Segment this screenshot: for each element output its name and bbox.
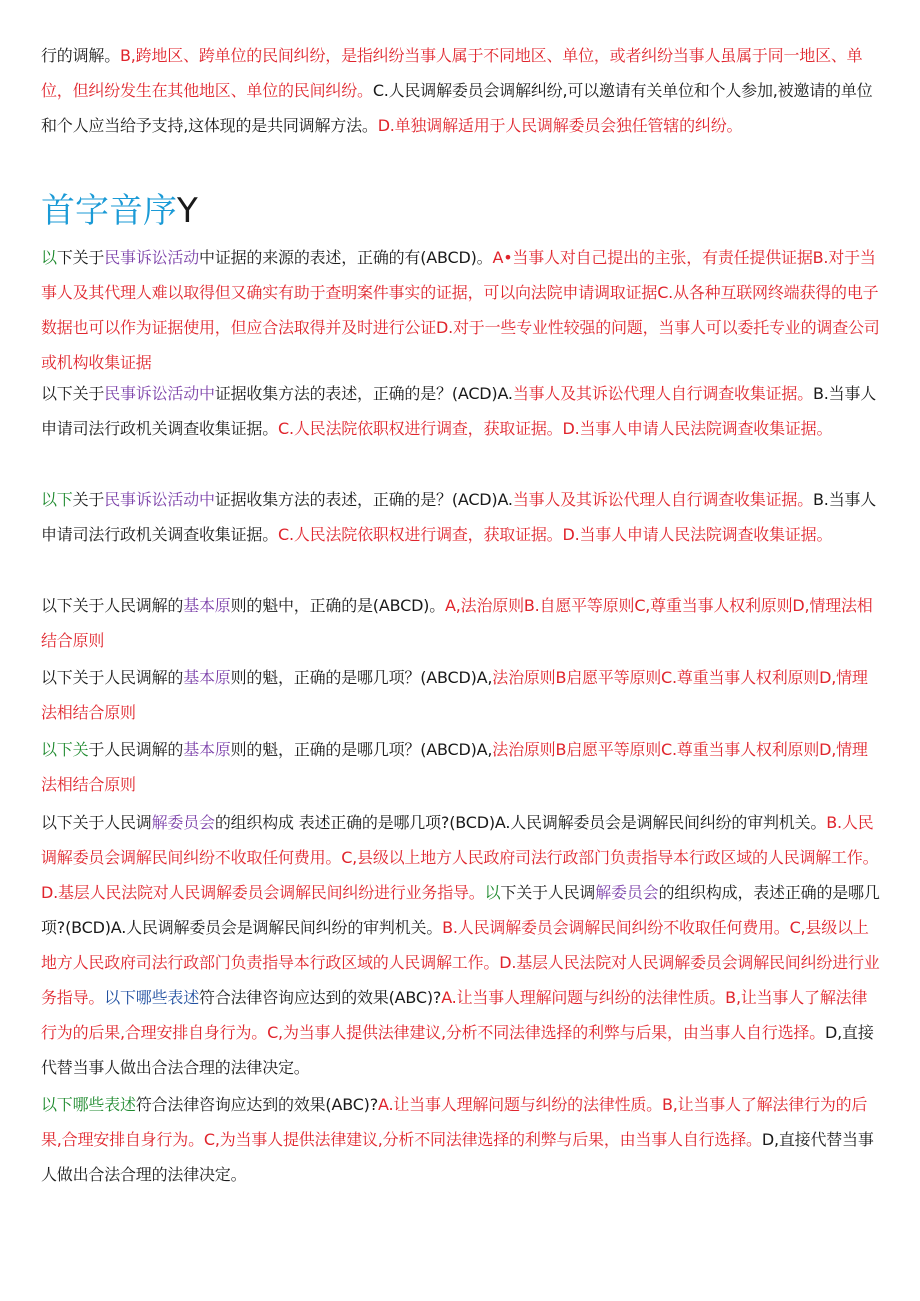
heading-letter: Y <box>177 191 198 231</box>
answer-text: A.让当事人理解问题与纠纷的法律性质。B,让当事人了解法律行为的后果,合理安排自身行为。C,为当事人提供法律建议,分析不同法律选择的利弊与后果，由当事人自行选择。 <box>41 1095 868 1149</box>
question-paragraph-3 <box>41 482 883 552</box>
answer-text: 当事人及其诉讼代理人自行调查收集证据。 <box>512 384 814 403</box>
answer-text: A•当事人对自己提出的主张，有责任提供证据B.对于当事人及其代理人难以取得但又确实有助于查明案件事实的证据，可以向法院申请调取证据C.从各种互联网终端获得的电子数据也可以作为证据使用，但应合法取得并及时进行公证D.对于一些专业性较强的问题，当事人可以委托专业的调查公司或机构收集证据 <box>41 248 880 372</box>
answer-text: 法治原则B启愿平等原则C.尊重当事人权利原则D,情理法相结合原则 <box>41 740 868 794</box>
question-text: 证据收集方法的表述，正确的是？(ACD)A. <box>214 490 513 509</box>
section-heading <box>41 186 198 236</box>
text-run: 以 <box>484 883 501 902</box>
question-paragraph-1 <box>41 240 883 380</box>
keyword-text: 基本原 <box>183 596 231 615</box>
text-run: D,直接代替当事人做出合法合理的法律决定。 <box>41 1130 874 1184</box>
question-text: 的组织构成，表述正确的是哪几项?(BCD)A.人民调解委员会是调解民间纠纷的审判机关。 <box>41 883 880 937</box>
text-run: 下关于 <box>56 248 105 267</box>
keyword-text: 民事诉讼活动中 <box>104 490 215 509</box>
question-text: 符合法律咨询应达到的效果(ABC)? <box>199 988 442 1007</box>
intro-paragraph <box>41 38 883 143</box>
question-text: 则的魁，正确的是哪几项？(ABCD)A, <box>230 668 493 687</box>
text-run: 以下关于人民调解的 <box>41 596 184 615</box>
text-run: 以下关于人民调解的 <box>41 668 184 687</box>
text-run: B.当事人申请司法行政机关调查收集证据。 <box>41 490 877 544</box>
text-run: 以下关于 <box>41 384 105 403</box>
text-run: B.当事人申请司法行政机关调查收集证据。 <box>41 384 877 438</box>
keyword-text: 民事诉讼活动中 <box>104 384 215 403</box>
answer-text: C.人民法院依职权进行调查，获取证据。D.当事人申请人民法院调查收集证据。 <box>278 525 833 544</box>
text-run: 下关于人民调 <box>500 883 596 902</box>
question-paragraph-4 <box>41 588 883 658</box>
question-text: 中证据的来源的表述，正确的有(ABCD)。 <box>199 248 493 267</box>
text-run: 以下关 <box>41 740 89 759</box>
question-paragraph-7 <box>41 805 883 1085</box>
question-text: 则的魁，正确的是哪几项？(ABCD)A, <box>230 740 493 759</box>
answer-text: A.让当事人理解问题与纠纷的法律性质。B,让当事人了解法律行为的后果,合理安排自身行为。C,为当事人提供法律建议,分析不同法律选择的利弊与后果，由当事人自行选择。 <box>41 988 868 1042</box>
answer-text: 法治原则B启愿平等原则C.尊重当事人权利原则D,情理法相结合原则 <box>41 668 868 722</box>
question-text: 则的魁中，正确的是(ABCD)。 <box>230 596 446 615</box>
answer-text: 当事人及其诉讼代理人自行调查收集证据。 <box>512 490 814 509</box>
keyword-text: 民事诉讼活动 <box>104 248 200 267</box>
text-run: 以下关于人民调 <box>41 813 152 832</box>
text-run: 行的调解。 <box>41 46 121 65</box>
answer-text: B.人民调解委员会调解民间纠纷不收取任何费用。C,县级以上地方人民政府司法行政部门负责指导本行政区域的人民调解工作。D.基层人民法院对人民调解委员会调解民间纠纷进行业务指导。 <box>41 813 879 902</box>
question-paragraph-2 <box>41 376 883 446</box>
heading-title: 首字音序 <box>41 191 177 231</box>
keyword-text: 解委员会 <box>151 813 215 832</box>
text-run: C.人民调解委员会调解纠纷,可以邀请有关单位和个人参加,被邀请的单位和个人应当给予支持,这体现的是共同调解方法。 <box>41 81 873 135</box>
keyword-text: 基本原 <box>183 668 231 687</box>
keyword-text: 基本原 <box>183 740 231 759</box>
answer-text: A,法治原则B.自愿平等原则C,尊重当事人权利原则D,情理法相结合原则 <box>41 596 873 650</box>
text-run: 关于 <box>72 490 105 509</box>
question-text: 符合法律咨询应达到的效果(ABC)? <box>135 1095 379 1114</box>
answer-text: B.人民调解委员会调解民间纠纷不收取任何费用。C,县级以上地方人民政府司法行政部门负责指导本行政区域的人民调解工作。D.基层人民法院对人民调解委员会调解民间纠纷进行业务指导。 <box>41 918 880 1007</box>
question-text: 的组织构成 表述正确的是哪几项?(BCD)A.人民调解委员会是调解民间纠纷的审判机关。 <box>214 813 827 832</box>
keyword-text: 以下哪些表述 <box>104 988 200 1007</box>
text-run: 于人民调解的 <box>88 740 184 759</box>
text-run: 以 <box>41 248 57 267</box>
text-run: D,直接代替当事人做出合法合理的法律决定。 <box>41 1023 874 1077</box>
text-run: 以下 <box>41 490 73 509</box>
answer-text: D.单独调解适用于人民调解委员会独任管辖的纠纷。 <box>377 116 743 135</box>
question-paragraph-6 <box>41 732 883 802</box>
question-text: 证据收集方法的表述，正确的是？(ACD)A. <box>214 384 513 403</box>
text-run: 以下哪些表述 <box>41 1095 136 1114</box>
keyword-text: 解委员会 <box>595 883 659 902</box>
answer-text: C.人民法院依职权进行调查，获取证据。D.当事人申请人民法院调查收集证据。 <box>278 419 833 438</box>
question-paragraph-8 <box>41 1087 883 1192</box>
question-paragraph-5 <box>41 660 883 730</box>
answer-text: B,跨地区、跨单位的民间纠纷，是指纠纷当事人属于不同地区、单位，或者纠纷当事人虽属于同一地区、单位，但纠纷发生在其他地区、单位的民间纠纷。 <box>41 46 863 100</box>
